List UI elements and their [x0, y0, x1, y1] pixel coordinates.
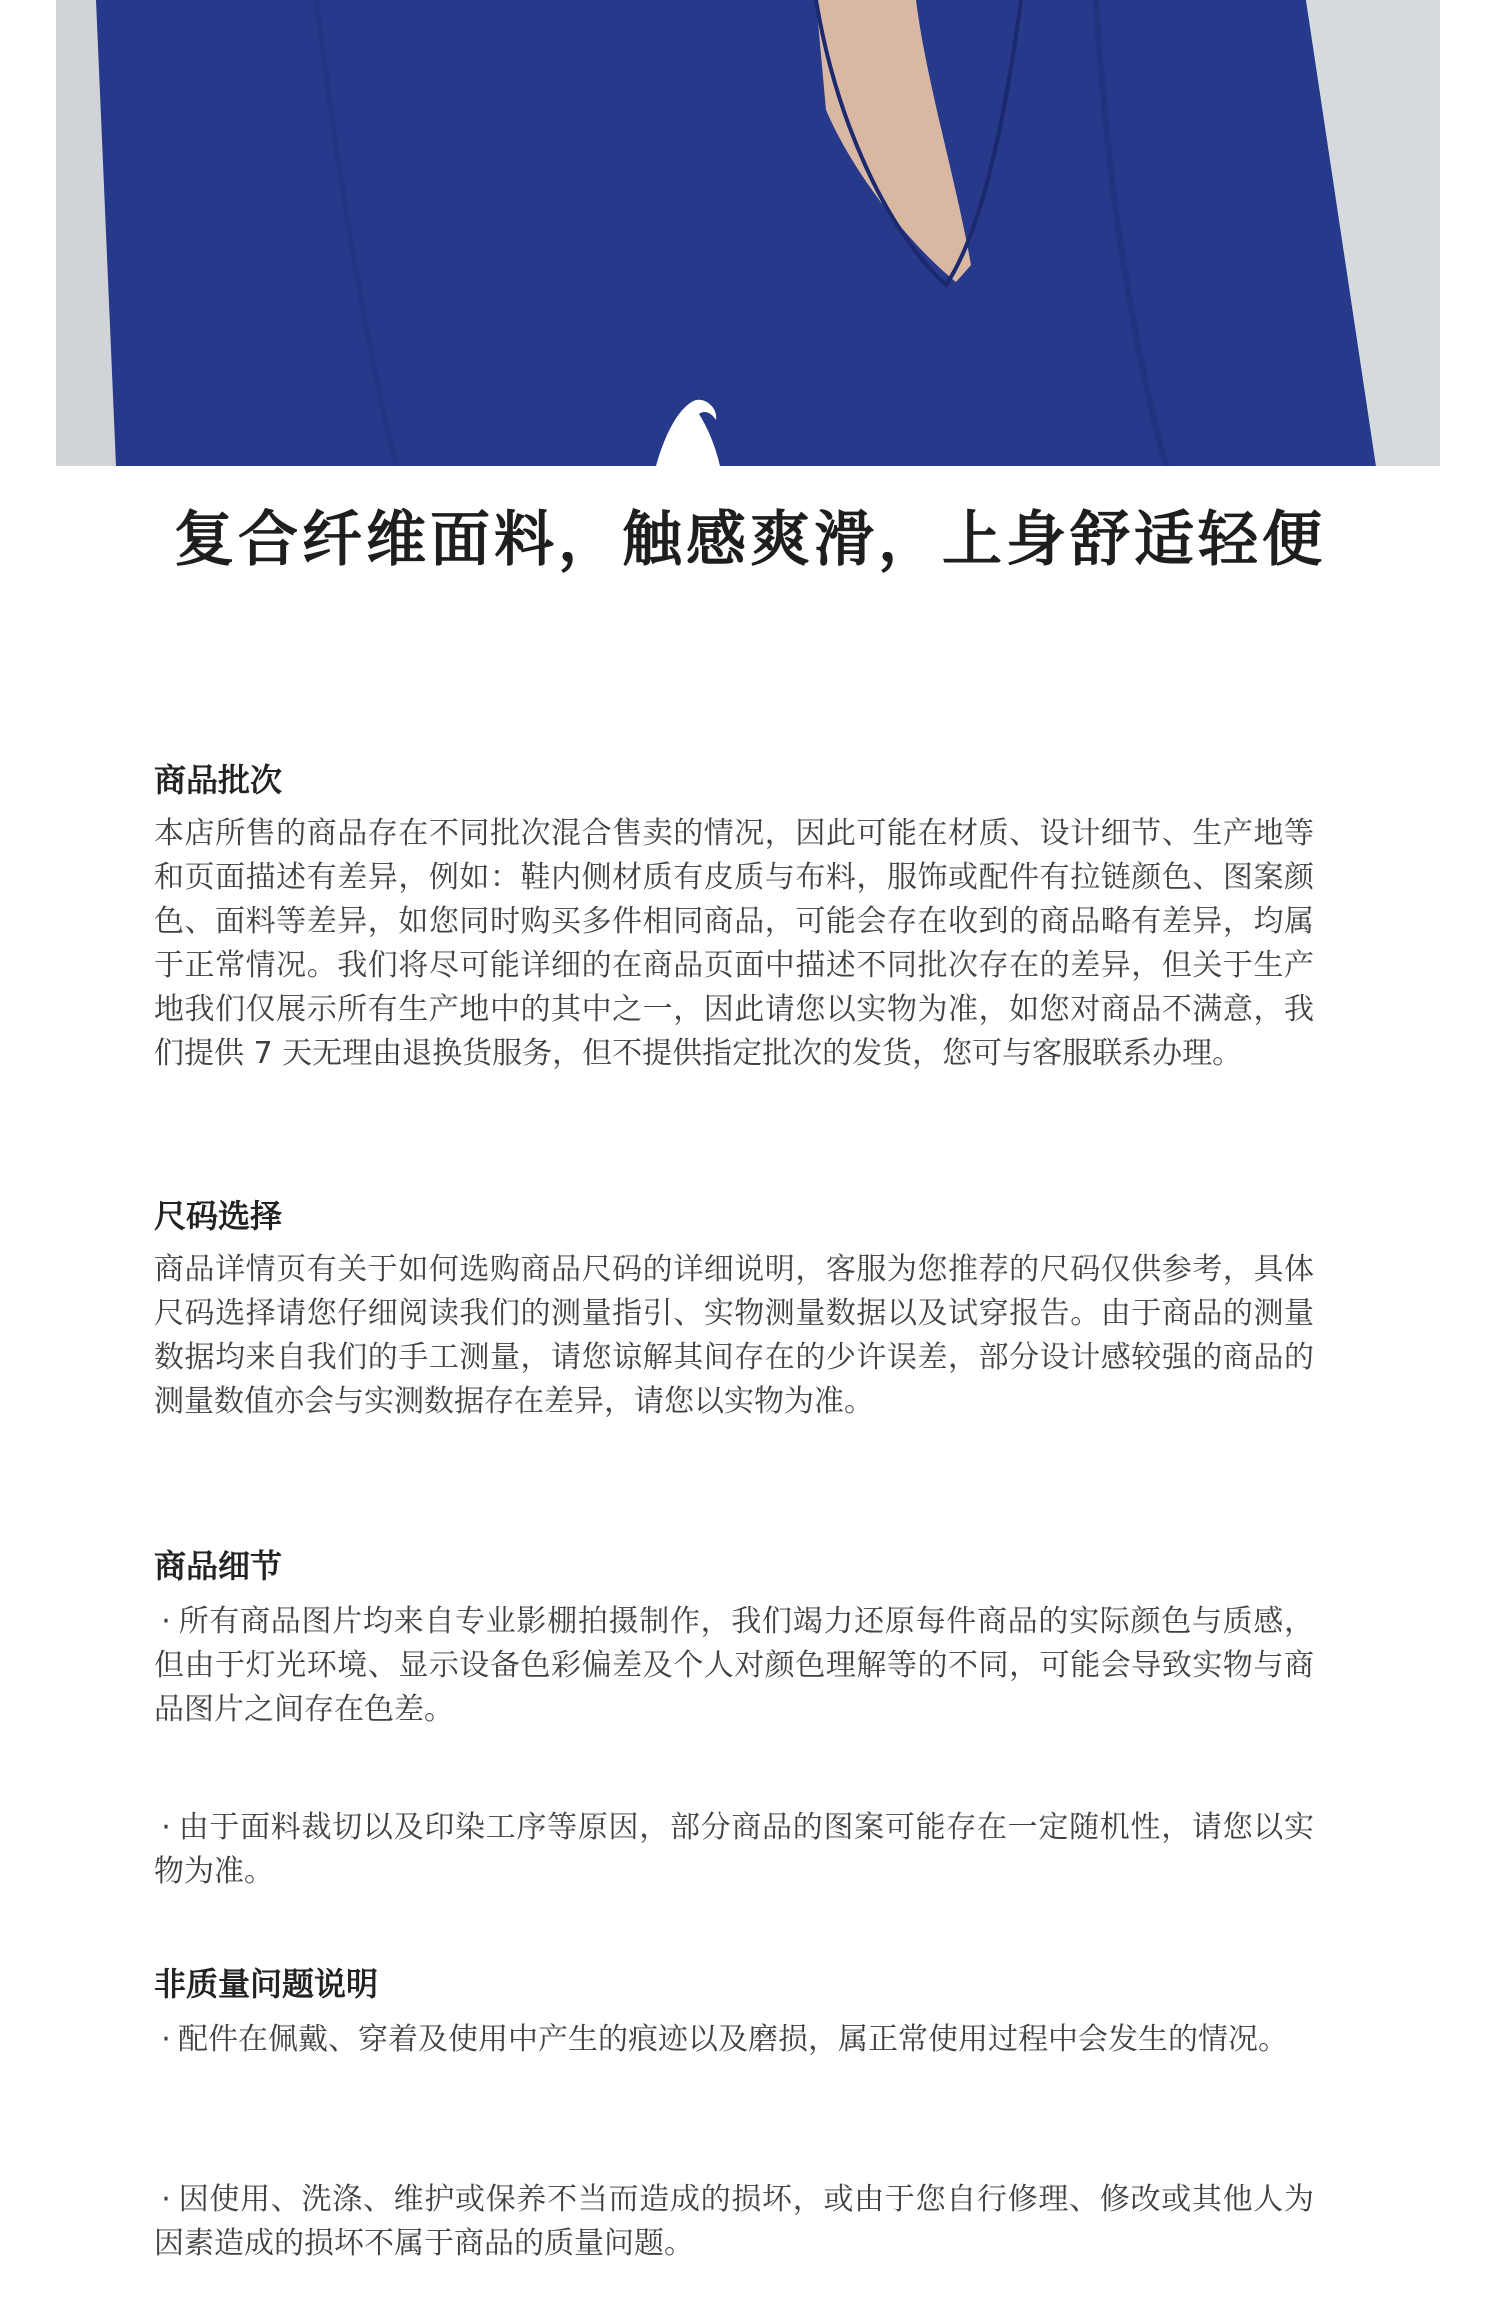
non-quality-bullet-2: · 因使用、洗涤、维护或保养不当而造成的损坏，或由于您自行修理、修改或其他人为因素造成的损坏不属于商品的质量问题。 — [154, 2178, 1314, 2266]
non-quality-bullet-1: · 配件在佩戴、穿着及使用中产生的痕迹以及磨损，属正常使用过程中会发生的情况。 — [154, 2018, 1314, 2062]
section-text-batch: 本店所售的商品存在不同批次混合售卖的情况，因此可能在材质、设计细节、生产地等和页面描述有差异，例如：鞋内侧材质有皮质与布料，服饰或配件有拉链颜色、图案颜色、面料等差异，如您同时购买多件相同商品，可能会存在收到的商品略有差异，均属于正常情况。我们将尽可能详细的在商品页面中描述不同批次存在的差异，但关于生产地我们仅展示所有生产地中的其中之一，因此请您以实物为准，如您对商品不满意，我们提供 7 天无理由退换货服务，但不提供指定批次的发货，您可与客服联系办理。 — [154, 816, 1314, 1071]
section-title-non-quality: 非质量问题说明 — [154, 1965, 379, 2003]
headline: 复合纤维面料，触感爽滑，上身舒适轻便 — [174, 505, 1326, 575]
section-title-details: 商品细节 — [154, 1547, 283, 1585]
pants-fabric — [56, 0, 1376, 466]
product-photo — [56, 0, 1440, 466]
section-title-batch: 商品批次 — [154, 761, 283, 799]
pants-photo-illustration — [56, 0, 1440, 466]
section-text-size: 商品详情页有关于如何选购商品尺码的详细说明，客服为您推荐的尺码仅供参考，具体尺码选择请您仔细阅读我们的测量指引、实物测量数据以及试穿报告。由于商品的测量数据均来自我们的手工测量，请您谅解其间存在的少许误差，部分设计感较强的商品的测量数值亦会与实测数据存在差异，请您以实物为准。 — [154, 1252, 1314, 1419]
details-bullet-1: · 所有商品图片均来自专业影棚拍摄制作，我们竭力还原每件商品的实际颜色与质感，但由于灯光环境、显示设备色彩偏差及个人对颜色理解等的不同，可能会导致实物与商品图片之间存在色差。 — [154, 1600, 1314, 1732]
details-bullet-2: · 由于面料裁切以及印染工序等原因，部分商品的图案可能存在一定随机性，请您以实物为准。 — [154, 1806, 1314, 1894]
section-title-size: 尺码选择 — [154, 1197, 283, 1235]
